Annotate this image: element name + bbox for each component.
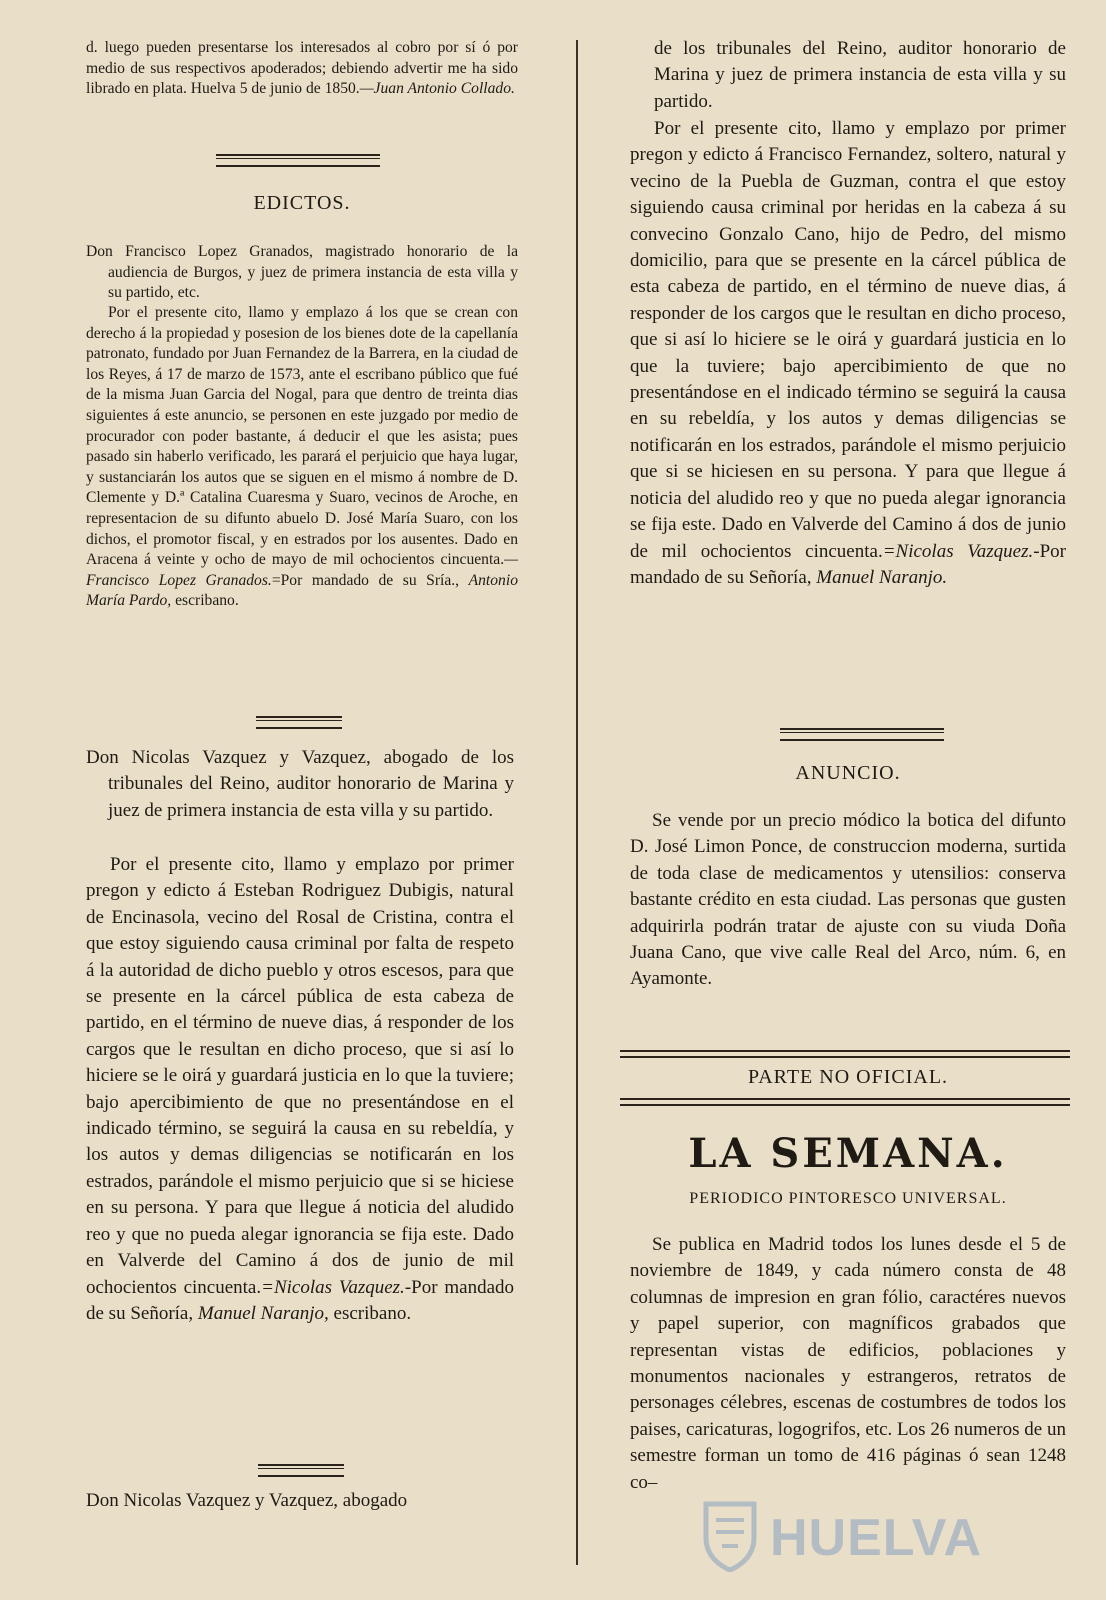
la-semana-title: LA SEMANA. xyxy=(688,1130,1008,1177)
edicto2-body xyxy=(86,852,514,1327)
edicto3-start: Don Nicolas Vazquez y Vazquez, abogado xyxy=(86,1490,408,1511)
edicto1-title: Don Francisco Lopez Granados, magistrado honorario de la audiencia de Burgos, y juez de primera instancia de esta villa y su partido, etc. xyxy=(86,243,518,302)
edicto2-body-text: Por el presente cito, llamo y emplazo por primer pregon y edicto á Esteban Rodriguez Dubigis, natural de Encinasola, vecino del Rosal de Cristina, contra el que estoy siguiendo causa criminal por falta de respeto á la autoridad de dicho pueblo y otros escesos, para que se presente en la cárcel pública de esta cabeza de partido, en el término de nueve dias, á responder de los cargos que le resultan en dicho proceso, que si así lo hiciere se le oirá y guardará justicia en lo que la tuviere; bajo apercibimiento de que no presentándose en el indicado término, se seguirá la causa en su rebeldía, y los autos y demas diligencias se notificarán en los estrados, parándole el mismo perjuicio que si se hiciese en su persona. Y para que llegue á noticia del aludido reo y que no pueda alegar ignorancia se fija este. Dado en Valverde del Camino á dos de junio de mil ochocientos cincuenta. xyxy=(86,854,514,1298)
edictos-heading: EDICTOS. xyxy=(253,192,351,214)
edicto2-title: Don Nicolas Vazquez y Vazquez, abogado de los tribunales del Reino, auditor honorario de Marina y juez de primera instancia de esta villa y su partido. xyxy=(86,747,514,821)
la-semana-body: Se publica en Madrid todos los lunes desde el 5 de noviembre de 1849, y cada número consta de 48 columnas de impresion en gran fólio, caractéres nuevos y papel superior, con magníficos grabados que representan vistas de edificios, poblaciones y monumentos nacionales y estrangeros, retratos de personages célebres, escenas de costumbres de todos los paises, caricaturas, logogrifos, etc. Los 26 numeros de un semestre forman un tomo de 416 páginas ó sean 1248 co– xyxy=(630,1234,1066,1493)
edicto1-body xyxy=(86,303,518,612)
double-rule-top xyxy=(620,1050,1070,1058)
parte-no-oficial-heading: PARTE NO OFICIAL. xyxy=(747,1066,949,1088)
anuncio-body: Se vende por un precio módico la botica del difunto D. José Limon Ponce, de construccion moderna, surtida de toda clase de medicamentos y utensilios: conserva bastante crédito en esta ciudad. Las personas que gusten adquirirla podrán tratar de ajuste con su viuda Doña Juana Cano, que vive calle Real del Arco, núm. 6, en Ayamonte. xyxy=(630,810,1066,990)
column-divider xyxy=(576,40,578,1565)
edicto3-signature-clerk: Manuel Naranjo. xyxy=(816,566,948,588)
edicto2-signature-clerk: Manuel Naranjo, xyxy=(197,1302,329,1324)
edicto1-signature-end: escribano. xyxy=(175,592,239,610)
la-semana-subtitle: PERIODICO PINTORESCO UNIVERSAL. xyxy=(689,1190,1007,1207)
edicto1-signature-mid: =Por mandado de su Sría., xyxy=(271,571,460,589)
anuncio-heading: ANUNCIO. xyxy=(795,762,901,784)
double-rule-bottom xyxy=(620,1098,1070,1106)
ornamental-rule-short xyxy=(256,716,342,729)
edicto3-signature-judge: =Nicolas Vazquez. xyxy=(882,540,1034,562)
watermark-text: HUELVA xyxy=(770,1509,983,1567)
edicto2-signature-judge: =Nicolas Vazquez. xyxy=(261,1276,405,1298)
edicto2-signature-mid: -Por mandado de su Señoría, xyxy=(86,1276,515,1324)
ornamental-rule-3 xyxy=(780,728,944,741)
edicto1-signature-clerk: Antonio María Pardo, xyxy=(86,571,518,610)
intro-text: d. luego pueden presentarse los interesados al cobro por sí ó por medio de sus respectivos apoderados; debiendo advertir me ha sido librado en plata. Huelva 5 de junio de 1850. xyxy=(86,39,518,98)
edicto3-signature-mid: -Por mandado de su Señoría, xyxy=(630,540,1066,588)
edicto3-body xyxy=(630,116,1066,591)
edicto1-signature-judge: —Francisco Lopez Granados. xyxy=(86,551,518,589)
edicto3-body-text: Por el presente cito, llamo y emplazo por primer pregon y edicto á Francisco Fernandez, soltero, natural y vecino de la Puebla de Guzman, contra el que estoy siguiendo causa criminal por heridas en la cabeza á su convecino Gonzalo Cano, hijo de Pedro, del mismo domicilio, para que se presente en la cárcel pública de esta cabeza de partido, en el término de nueve dias, á responder de los cargos que le resultan en dicho proceso, que si así lo hiciere se le oirá y guardará justicia en lo que la tuviere; bajo apercibimiento de que no presentándose en el indicado término se seguirá la causa en su rebeldía, y los autos y demas diligencias se notificarán en los estrados, parándole el mismo perjuicio que si se hiciesen en su persona. Y para que llegue á noticia del aludido reo y que no pueda alegar ignorancia se fija este. Dado en Valverde del Camino á dos de junio de mil ochocientos cincuenta. xyxy=(630,118,1066,562)
intro-fragment xyxy=(86,38,518,100)
intro-signature: —Juan Antonio Collado. xyxy=(359,80,515,98)
edicto2-signature-end: escribano. xyxy=(333,1302,412,1324)
archive-watermark xyxy=(700,1498,1000,1578)
shield-icon xyxy=(700,1500,760,1577)
ornamental-rule xyxy=(216,154,380,167)
edicto3-title-continued: de los tribunales del Reino, auditor honorario de Marina y juez de primera instancia de esta villa y su partido. xyxy=(654,38,1066,112)
ornamental-rule-short-2 xyxy=(258,1464,344,1477)
edicto1-body-text: Por el presente cito, llamo y emplazo á los que se crean con derecho á la propiedad y posesion de los bienes dote de la capellanía patronato, fundado por Juan Fernandez de la Barrera, en la ciudad de los Reyes, á 17 de marzo de 1573, ante el escribano público que fué de la misma Juan Garcia del Nogal, para que dentro de treinta dias siguientes á este anuncio, se personen en este juzgado por medio de procurador con poder bastante, á deducir el que les asista; pues pasado sin haberlo verificado, les parará el perjuicio que haya lugar, y sustanciarán los autos que se siguen en el mismo á nombre de D. Clemente y D.ª Catalina Cuaresma y Suaro, vecinos de Aroche, en representacion de su difunto abuelo D. José María Suaro, con los dichos, el promotor fiscal, y en estrados por los ausentes. Dado en Aracena á veinte y ocho de mayo de mil ochocientos cincuenta. xyxy=(86,304,518,569)
